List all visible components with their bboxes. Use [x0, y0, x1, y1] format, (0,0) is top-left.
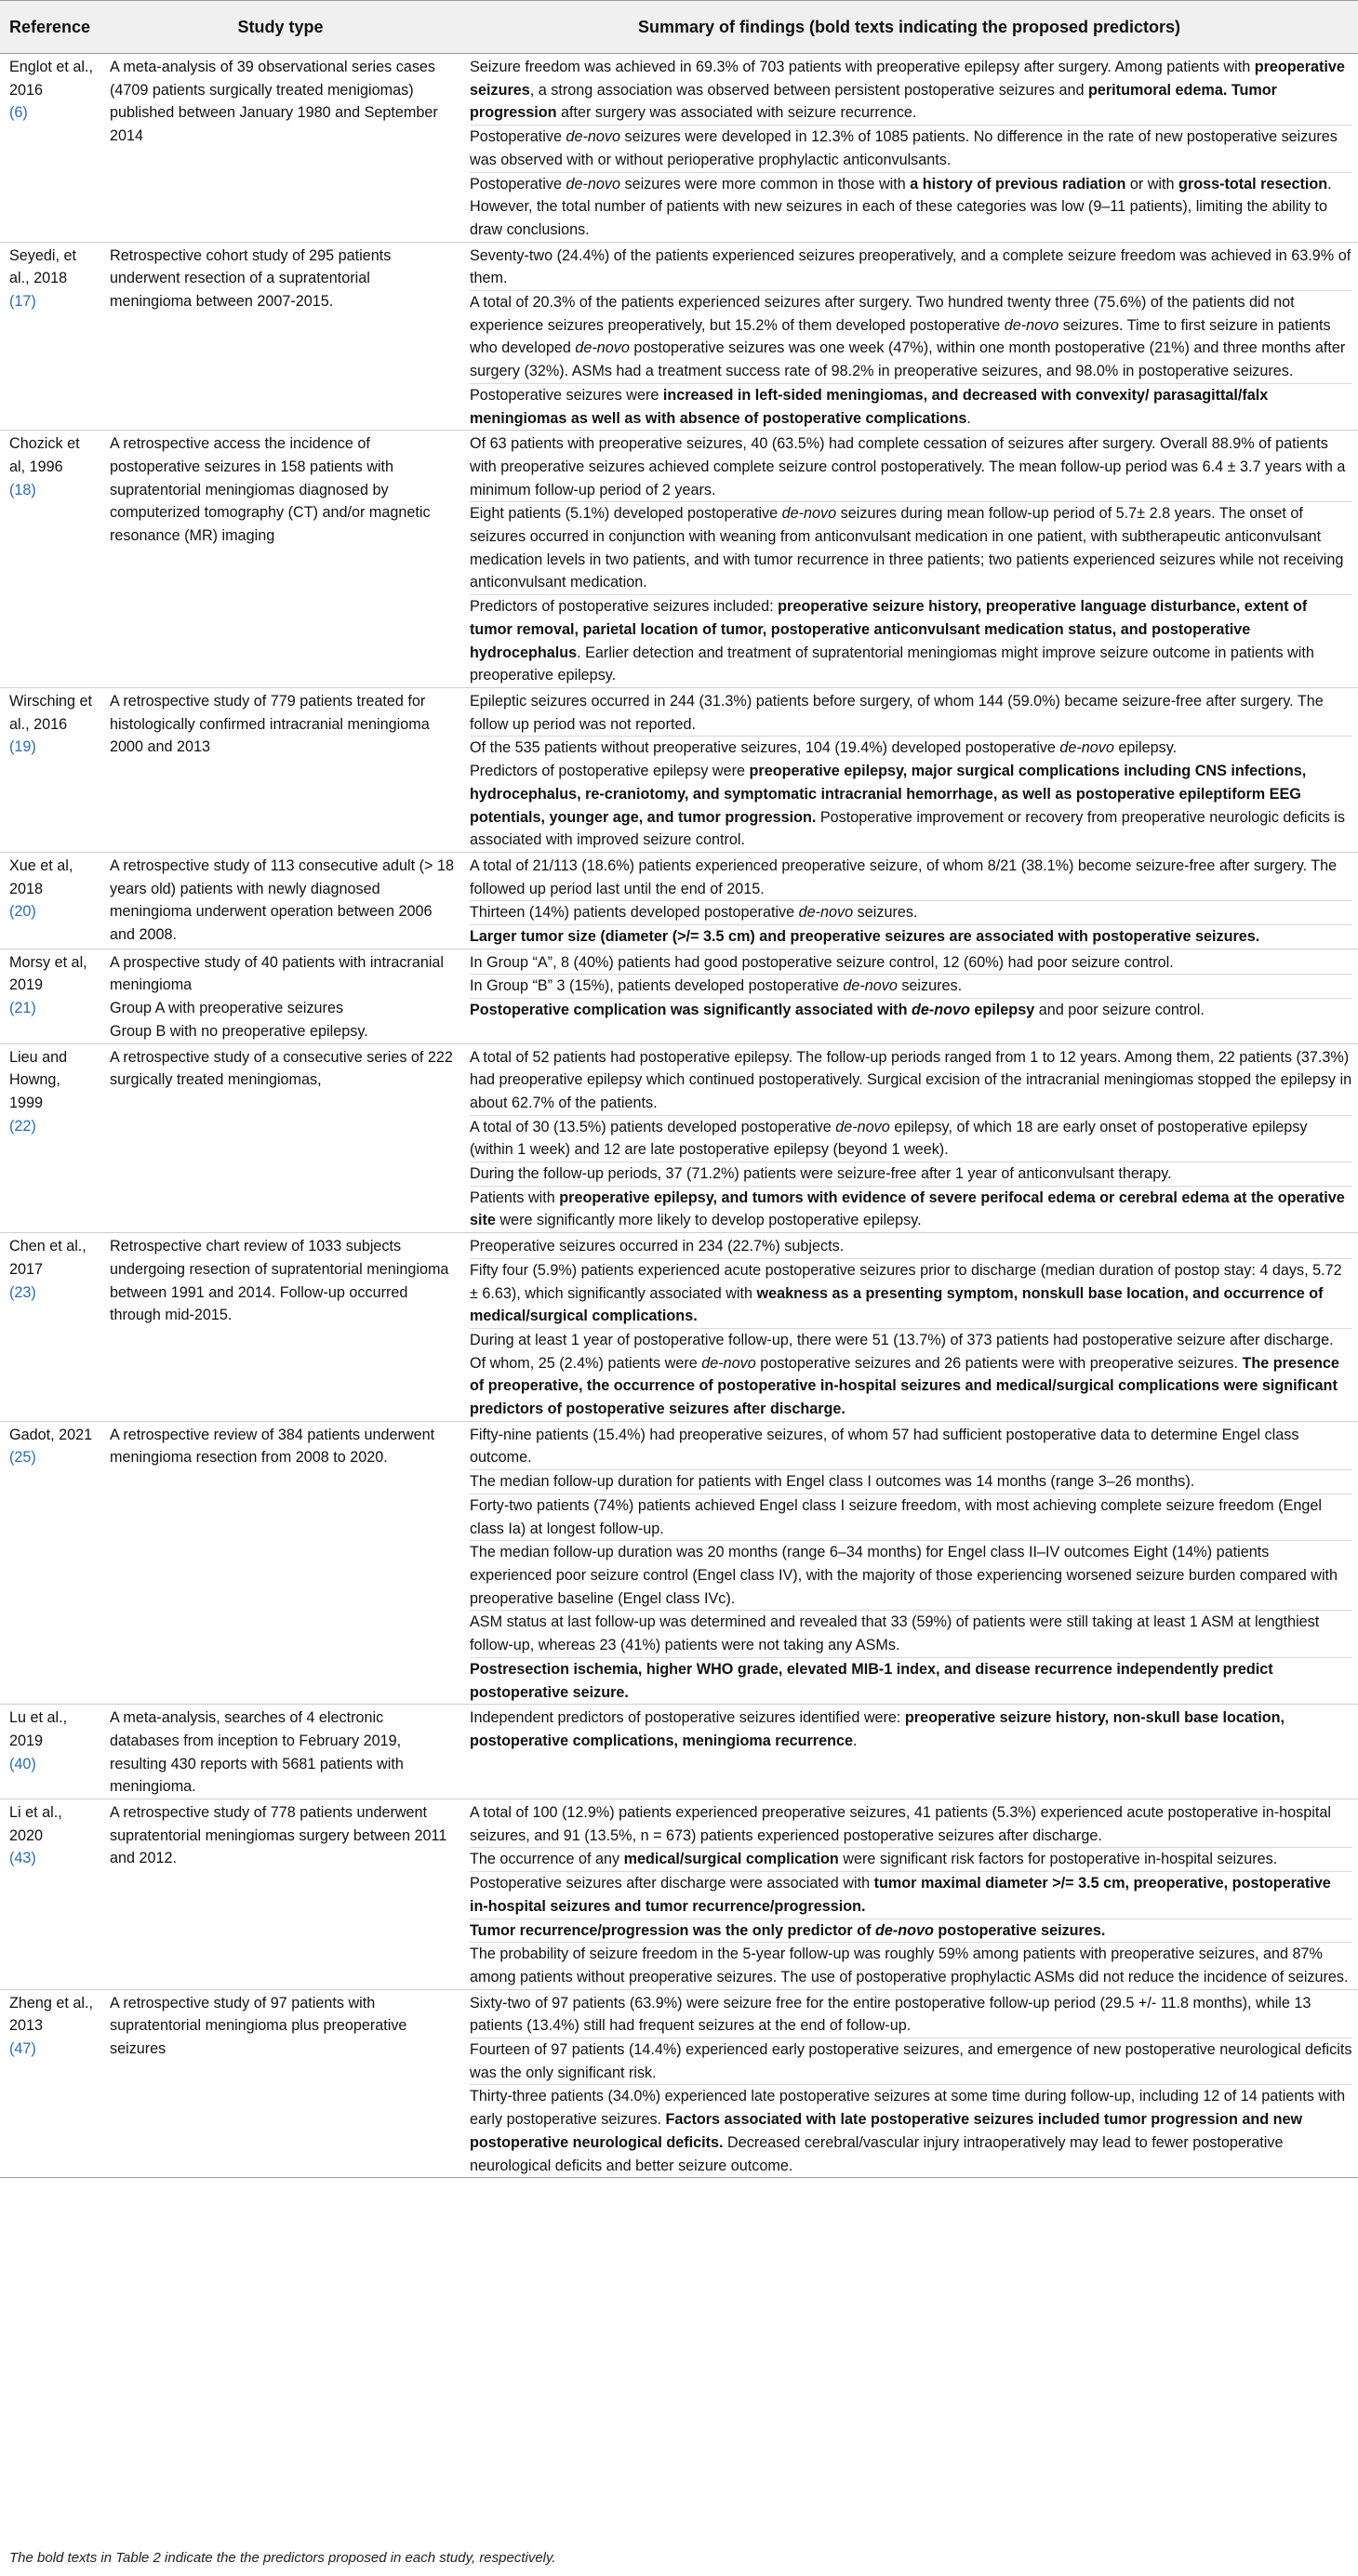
- predictor-text: [912, 1002, 970, 1018]
- reference-cell: [0, 852, 100, 949]
- reference-text: Xue et al, 2018: [9, 856, 73, 897]
- predictor-text: preoperative epilepsy, major surgical complications including CNS infections, hydrocephalus, re-craniotomy, and symptomatic intracranial hemorrhage, as well as postoperative epileptiform EEG potentials, younger age, and tumor progression.: [470, 763, 1307, 826]
- reference-text: Morsy et al, 2019: [9, 953, 87, 994]
- predictor-text: Tumor recurrence/progression was the only predictor of: [470, 1921, 875, 1939]
- predictor-text: weakness as a presenting symptom, nonskull base location, and occurrence of medical/surgical complications.: [470, 1284, 1324, 1325]
- summary-text: .: [966, 409, 971, 427]
- summary-text: Postoperative: [470, 128, 566, 146]
- study-type-cell: Retrospective chart review of 1033 subjects undergoing resection of supratentorial meningioma between 1991 and 2014. Follow-up occurred through mid-2015.: [100, 1233, 460, 1422]
- summary-text: The median follow-up duration was 20 months (range 6–34 months) for Engel class II–IV outcomes Eight (14%) patients experienced poor seizure control (Engel class IV), with the majority of those experiencing worsened seizure burden compared with preoperative baseline (Engel class IVc).: [470, 1544, 1338, 1607]
- table-row: [0, 1233, 1358, 1422]
- citation-link[interactable]: (21): [9, 1000, 36, 1017]
- summary-text: .: [853, 1732, 858, 1749]
- study-type-cell: A prospective study of 40 patients with intracranial meningioma Group A with preoperative seizures Group B with no preoperative epilepsy.: [100, 949, 460, 1043]
- summary-paragraph: [470, 501, 1352, 594]
- summary-text: Eight patients (5.1%) developed postoperative: [470, 505, 782, 523]
- table-row: [0, 54, 1358, 243]
- predictor-text: gross-total resection: [1178, 175, 1328, 193]
- summary-cell: [460, 687, 1358, 852]
- header-study-type: Study type: [100, 1, 460, 54]
- summary-text: Of 63 patients with preoperative seizures, 40 (63.5%) had complete cessation of seizures after surgery. Overall 88.9% of patients with preoperative seizures achieved complete seizure control postoperatively. The mean follow-up period was 6.4 ± 3.7 years with a minimum follow-up period of 2 years.: [470, 435, 1346, 498]
- summary-text: , a strong association was observed between persistent postoperative seizures and: [529, 81, 1088, 99]
- summary-text: de-novo: [781, 505, 837, 523]
- study-type-cell: A meta-analysis, searches of 4 electronic databases from inception to February 2019, resulting 430 reports with 5681 patients with meningioma.: [100, 1705, 460, 1799]
- summary-text: were significantly more likely to develop postoperative epilepsy.: [495, 1212, 922, 1229]
- summary-paragraph: [470, 56, 1352, 125]
- study-type-cell: A retrospective study of 97 patients with supratentorial meningioma plus preoperative seizures: [100, 1989, 460, 2178]
- summary-text: Postoperative seizures after discharge were associated with: [470, 1875, 874, 1892]
- summary-text: . Earlier detection and treatment of supratentorial meningiomas might improve seizure outcome in patients with preoperative epilepsy.: [470, 644, 1314, 684]
- citation-link[interactable]: (40): [9, 1755, 36, 1773]
- summary-text: Fifty four (5.9%) patients experienced acute postoperative seizures prior to discharge (median duration of postop stay: 4 days, 5.72 ± 6.63), which significantly associated with: [470, 1261, 1342, 1302]
- study-type-cell: A retrospective review of 384 patients underwent meningioma resection from 2008 to 2020.: [100, 1421, 460, 1704]
- citation-link[interactable]: (43): [9, 1850, 36, 1867]
- reference-text: Li et al., 2020: [9, 1804, 62, 1844]
- summary-text: seizures during mean follow-up period of 5.7± 2.8 years. The onset of seizures occurred in conjunction with weaning from anticonvulsant medication in one patient, with subtherapeutic anticonvulsant medication levels in two patients, and with tumor recurrence in three patients; two patients experienced seizures while not receiving anticonvulsant medication.: [470, 505, 1344, 591]
- reference-cell: [0, 687, 100, 852]
- summary-text: The occurrence of any: [470, 1851, 624, 1868]
- summary-paragraph: [470, 1258, 1352, 1328]
- summary-text: Of the 535 patients without preoperative seizures, 104 (19.4%) developed postoperative: [470, 739, 1060, 757]
- table-body: [0, 54, 1358, 2178]
- citation-link[interactable]: (18): [9, 481, 36, 498]
- summary-text: seizures.: [897, 977, 963, 995]
- summary-text: postoperative seizures was one week (47%), within one month postoperative (21%) and three months after surgery (32%). ASMs had a treatment success rate of 98.2% in preoperative seizures, and 98.0% in postoperative seizures.: [470, 339, 1346, 380]
- summary-text: Decreased cerebral/vascular injury intraoperatively may lead to fewer postoperative neurological deficits and better seizure outcome.: [470, 2133, 1284, 2174]
- summary-text: Fifty-nine patients (15.4%) had preoperative seizures, of whom 57 had sufficient postoperative data to determine Engel class outcome.: [470, 1426, 1299, 1467]
- summary-text: postoperative seizures and 26 patients were with preoperative seizures.: [755, 1354, 1243, 1372]
- reference-cell: [0, 1989, 100, 2178]
- header-reference: Reference: [0, 1, 100, 54]
- summary-cell: [460, 1043, 1358, 1233]
- predictor-text: epilepsy: [969, 1002, 1035, 1019]
- reference-text: Zheng et al., 2013: [9, 1994, 93, 2035]
- summary-cell: [460, 852, 1358, 949]
- citation-link[interactable]: (20): [9, 903, 36, 921]
- summary-text: The probability of seizure freedom in the 5-year follow-up was roughly 59% among patients with preoperative seizures, and 87% among patients without preoperative seizures. The use of postoperative prophylactic ASMs did not reduce the incidence of seizures.: [470, 1945, 1349, 1985]
- summary-paragraph: [470, 594, 1352, 687]
- summary-text: A total of 100 (12.9%) patients experienced preoperative seizures, 41 patients (5.3%) experienced acute postoperative in-hospital seizures, and 91 (13.5%, n = 673) patients experienced postoperative seizures after discharge.: [470, 1804, 1331, 1844]
- summary-paragraph: [470, 998, 1352, 1022]
- table-row: [0, 1705, 1358, 1799]
- table-row: [0, 1989, 1358, 2178]
- summary-text: During the follow-up periods, 37 (71.2%) patients were seizure-free after 1 year of anticonvulsant therapy.: [470, 1165, 1172, 1183]
- summary-paragraph: [470, 2084, 1352, 2177]
- citation-link[interactable]: (22): [9, 1117, 36, 1135]
- summary-cell: [460, 54, 1358, 243]
- summary-text: and poor seizure control.: [1034, 1002, 1205, 1019]
- citation-link[interactable]: (23): [9, 1283, 36, 1301]
- summary-paragraph: [470, 1235, 1352, 1258]
- summary-text: Sixty-two of 97 patients (63.9%) were seizure free for the entire postoperative follow-up period (29.5 +/- 11.8 months), while 13 patients (13.4%) still had frequent seizures at the end of follow-up.: [470, 1994, 1311, 2035]
- study-type-cell: A meta-analysis of 39 observational series cases (4709 patients surgically treated menigiomas) published between January 1980 and September 2014: [100, 54, 460, 243]
- table-footnote: The bold texts in Table 2 indicate the the predictors proposed in each study, respectively.: [9, 2550, 556, 2566]
- predictor-text: peritumoral edema. Tumor progression: [470, 81, 1277, 122]
- summary-paragraph: [470, 1494, 1352, 1540]
- summary-text: seizures were developed in 12.3% of 1085 patients. No difference in the rate of new postoperative seizures was observed with or without perioperative prophylactic anticonvulsants.: [470, 128, 1338, 168]
- summary-text: de-novo: [798, 904, 854, 922]
- summary-cell: [460, 1989, 1358, 2178]
- reference-text: Wirsching et al., 2016: [9, 692, 93, 733]
- summary-text: A total of 21/113 (18.6%) patients experienced preoperative seizure, of whom 8/21 (38.1%) become seizure-free after surgery. The followed up period last until the end of 2015.: [470, 856, 1338, 897]
- summary-text: de-novo: [566, 175, 620, 193]
- reference-cell: [0, 1233, 100, 1422]
- summary-text: During at least 1 year of postoperative follow-up, there were 51 (13.7%) of 373 patients had postoperative seizure after discharge. Of whom, 25 (2.4%) patients were: [470, 1331, 1334, 1372]
- summary-text: de-novo: [911, 1002, 970, 1019]
- summary-text: epilepsy, of which 18 are early onset of postoperative epilepsy (within 1 week) and 12 are late postoperative epilepsy (beyond 1 week).: [470, 1118, 1308, 1159]
- citation-link[interactable]: (19): [9, 738, 36, 756]
- summary-text: . However, the total number of patients with new seizures in each of these categories was low (9–11 patients), limiting the ability to draw conclusions.: [470, 175, 1332, 238]
- reference-text: Seyedi, et al., 2018: [9, 246, 76, 287]
- reference-cell: [0, 1421, 100, 1704]
- summary-cell: [460, 1421, 1358, 1704]
- summary-text: after surgery was associated with seizure recurrence.: [556, 104, 917, 122]
- summary-text: de-novo: [701, 1354, 756, 1372]
- summary-paragraph: [470, 1847, 1352, 1871]
- study-type-cell: A retrospective access the incidence of postoperative seizures in 158 patients with supratentorial meningiomas diagnosed by computerized tomography (CT) and/or magnetic resonance (MR) imaging: [100, 431, 460, 688]
- reference-cell: [0, 1043, 100, 1233]
- summary-paragraph: [470, 245, 1352, 290]
- reference-cell: [0, 1799, 100, 1990]
- reference-text: Lieu and Howng, 1999: [9, 1048, 68, 1111]
- predictor-text: a history of previous radiation: [910, 175, 1126, 193]
- citation-link[interactable]: (25): [9, 1449, 36, 1467]
- summary-text: The median follow-up duration for patients with Engel class I outcomes was 14 months (range 3–26 months).: [470, 1473, 1195, 1491]
- summary-text: Seventy-two (24.4%) of the patients experienced seizures preoperatively, and a complete seizure freedom was achieved in 63.9% of them.: [470, 246, 1351, 287]
- table-row: [0, 431, 1358, 688]
- predictor-text: medical/surgical complication: [623, 1851, 839, 1868]
- summary-paragraph: [470, 1469, 1352, 1494]
- summary-text: In Group “B” 3 (15%), patients developed postoperative: [470, 977, 844, 995]
- summary-cell: [460, 949, 1358, 1043]
- summary-cell: [460, 431, 1358, 688]
- summary-paragraph: [470, 2038, 1352, 2084]
- summary-text: Patients with: [470, 1188, 560, 1206]
- table-row: [0, 687, 1358, 852]
- table-row: [0, 1421, 1358, 1704]
- reference-text: Chen et al., 2017: [9, 1238, 87, 1278]
- summary-text: de-novo: [575, 339, 630, 357]
- summary-text: de-novo: [1059, 739, 1114, 757]
- summary-text: Epileptic seizures occurred in 244 (31.3%) patients before surgery, of whom 144 (59.0%) became seizure-free after surgery. The follow up period was not reported.: [470, 692, 1324, 733]
- header-summary: Summary of findings (bold texts indicating the proposed predictors): [460, 1, 1358, 54]
- summary-text: A total of 52 patients had postoperative epilepsy. The follow-up periods ranged from 1 to 12 years. Among them, 22 patients (37.3%) had preoperative epilepsy which continued postoperatively. Surgical excision of the intracranial meningiomas stopped the epilepsy in about 62.7% of the patients.: [470, 1048, 1352, 1111]
- summary-text: Fourteen of 97 patients (14.4%) experienced early postoperative seizures, and emergence of new postoperative neurological deficits was the only significant risk.: [470, 2041, 1352, 2081]
- predictor-text: preoperative seizure history, preoperative language disturbance, extent of tumor removal, parietal location of tumor, postoperative anticonvulsant medication status, and postoperative hydrocephalus: [470, 598, 1308, 661]
- reference-text: Englot et al., 2016: [9, 59, 93, 99]
- table-row: [0, 242, 1358, 431]
- reference-cell: [0, 431, 100, 688]
- summary-text: Postoperative: [470, 175, 566, 193]
- table-row: [0, 852, 1358, 949]
- summary-paragraph: [470, 1992, 1352, 2038]
- summary-text: Postoperative improvement or recovery from preoperative neurologic deficits is associated with improved seizure control.: [470, 808, 1345, 849]
- summary-text: or with: [1125, 175, 1179, 193]
- summary-paragraph: [470, 172, 1352, 242]
- summary-paragraph: [470, 690, 1352, 736]
- summary-paragraph: [470, 290, 1352, 383]
- summary-text: de-novo: [843, 977, 898, 995]
- citation-link[interactable]: (6): [9, 104, 28, 122]
- summary-text: epilepsy.: [1113, 739, 1178, 757]
- summary-paragraph: [470, 1706, 1352, 1752]
- summary-text: Thirty-three patients (34.0%) experienced late postoperative seizures at some time during follow-up, including 12 of 14 patients with early postoperative seizures.: [470, 2088, 1346, 2129]
- summary-paragraph: [470, 974, 1352, 998]
- summary-text: de-novo: [835, 1118, 890, 1135]
- summary-paragraph: [470, 1115, 1352, 1162]
- summary-paragraph: [470, 1919, 1352, 1943]
- summary-paragraph: [470, 1162, 1352, 1186]
- summary-text: de-novo: [566, 128, 620, 146]
- summary-paragraph: [470, 1801, 1352, 1847]
- predictor-text: Postresection ischemia, higher WHO grade, elevated MIB-1 index, and disease recurrence independently predict postoperative seizure.: [470, 1660, 1273, 1701]
- reference-text: Chozick et al, 1996: [9, 435, 80, 475]
- predictor-text: The presence of preoperative, the occurrence of postoperative in-hospital seizures and medical/surgical complications were significant predictors of postoperative seizures after discharge.: [470, 1354, 1339, 1418]
- reference-cell: [0, 54, 100, 243]
- summary-text: de-novo: [1004, 316, 1059, 334]
- summary-text: seizures. Time to first seizure in patients who developed: [470, 316, 1331, 357]
- predictor-text: preoperative epilepsy, and tumors with evidence of severe perifocal edema or cerebral edema at the operative site: [470, 1188, 1345, 1229]
- reference-cell: [0, 949, 100, 1043]
- summary-text: Thirteen (14%) patients developed postoperative: [470, 904, 799, 922]
- summary-text: Predictors of postoperative epilepsy were: [470, 763, 750, 780]
- summary-paragraph: [470, 736, 1352, 852]
- predictor-text: preoperative seizures: [470, 59, 1345, 99]
- table-row: [0, 1043, 1358, 1233]
- citation-link[interactable]: (17): [9, 293, 36, 311]
- summary-text: Preoperative seizures occurred in 234 (22.7%) subjects.: [470, 1238, 845, 1255]
- summary-paragraph: [470, 900, 1352, 924]
- summary-text: Independent predictors of postoperative seizures identified were:: [470, 1709, 905, 1727]
- study-type-cell: A retrospective study of a consecutive series of 222 surgically treated meningiomas,: [100, 1043, 460, 1233]
- summary-paragraph: [470, 1328, 1352, 1421]
- summary-text: In Group “A”, 8 (40%) patients had good postoperative seizure control, 12 (60%) had poor seizure control.: [470, 953, 1174, 971]
- summary-paragraph: [470, 1871, 1352, 1918]
- study-type-cell: A retrospective study of 778 patients underwent supratentorial meningiomas surgery between 2011 and 2012.: [100, 1799, 460, 1990]
- predictor-text: Postoperative complication was significantly associated with: [470, 1002, 912, 1019]
- summary-paragraph: [470, 1540, 1352, 1610]
- summary-text: de-novo: [874, 1921, 934, 1939]
- summary-text: ASM status at last follow-up was determined and revealed that 33 (59%) of patients were still taking at least 1 ASM at lengthiest follow-up, whereas 23 (41%) patients were not taking any ASMs.: [470, 1613, 1320, 1654]
- study-type-cell: A retrospective study of 113 consecutive adult (> 18 years old) patients with newly diagnosed meningioma underwent operation between 2006 and 2008.: [100, 852, 460, 949]
- summary-text: Seizure freedom was achieved in 69.3% of 703 patients with preoperative epilepsy after surgery. Among patients with: [470, 59, 1255, 75]
- summary-text: seizures.: [853, 904, 918, 922]
- predictor-text: Larger tumor size (diameter (>/= 3.5 cm) and preoperative seizures are associated with postoperative seizures.: [470, 928, 1260, 946]
- summary-text: were significant risk factors for postoperative in-hospital seizures.: [838, 1851, 1278, 1868]
- reference-cell: [0, 242, 100, 431]
- predictor-text: increased in left-sided meningiomas, and decreased with convexity/ parasagittal/falx meningiomas as well as with absence of postoperative complications: [470, 386, 1269, 427]
- summary-cell: [460, 242, 1358, 431]
- predictor-text: postoperative seizures.: [933, 1921, 1106, 1939]
- predictor-text: tumor maximal diameter >/= 3.5 cm, preoperative, postoperative in-hospital seizures and tumor recurrence/progression.: [470, 1875, 1331, 1915]
- summary-paragraph: [470, 125, 1352, 171]
- table-header-row: [0, 1, 1358, 54]
- summary-text: seizures were more common in those with: [619, 175, 911, 193]
- summary-cell: [460, 1233, 1358, 1422]
- reference-text: Gadot, 2021: [9, 1426, 93, 1443]
- summary-text: Postoperative seizures were: [470, 386, 663, 404]
- summary-paragraph: [470, 1424, 1352, 1469]
- summary-text: Forty-two patients (74%) patients achieved Engel class I seizure freedom, with most achieving complete seizure freedom (Engel class Ia) at longest follow-up.: [470, 1496, 1322, 1537]
- summary-cell: [460, 1705, 1358, 1799]
- summary-text: A total of 30 (13.5%) patients developed postoperative: [470, 1118, 836, 1135]
- summary-text: A total of 20.3% of the patients experienced seizures after surgery. Two hundred twenty three (75.6%) of the patients did not experience seizures preoperatively, but 15.2% of them developed postoperative: [470, 294, 1295, 334]
- summary-paragraph: [470, 924, 1352, 949]
- summary-cell: [460, 1799, 1358, 1990]
- citation-link[interactable]: (47): [9, 2040, 36, 2058]
- study-type-cell: A retrospective study of 779 patients treated for histologically confirmed intracranial meningioma 2000 and 2013: [100, 687, 460, 852]
- predictor-text: Factors associated with late postoperative seizures included tumor progression and new postoperative neurological deficits.: [470, 2111, 1303, 2151]
- reference-text: Lu et al., 2019: [9, 1709, 68, 1749]
- summary-paragraph: [470, 951, 1352, 975]
- summary-paragraph: [470, 1610, 1352, 1656]
- study-type-cell: Retrospective cohort study of 295 patients underwent resection of a supratentorial meningioma between 2007-2015.: [100, 242, 460, 431]
- table-row: [0, 949, 1358, 1043]
- summary-paragraph: [470, 1657, 1352, 1704]
- summary-paragraph: [470, 1942, 1352, 1988]
- summary-paragraph: [470, 432, 1352, 501]
- summary-paragraph: [470, 855, 1352, 900]
- table-row: [0, 1799, 1358, 1990]
- predictor-text: preoperative seizure history, non-skull base location, postoperative complications, meningioma recurrence: [470, 1709, 1285, 1749]
- summary-paragraph: [470, 1186, 1352, 1232]
- summary-paragraph: [470, 1046, 1352, 1115]
- predictor-text: [875, 1922, 934, 1939]
- reference-cell: [0, 1705, 100, 1799]
- summary-text: Predictors of postoperative seizures included:: [470, 598, 779, 616]
- summary-paragraph: [470, 383, 1352, 430]
